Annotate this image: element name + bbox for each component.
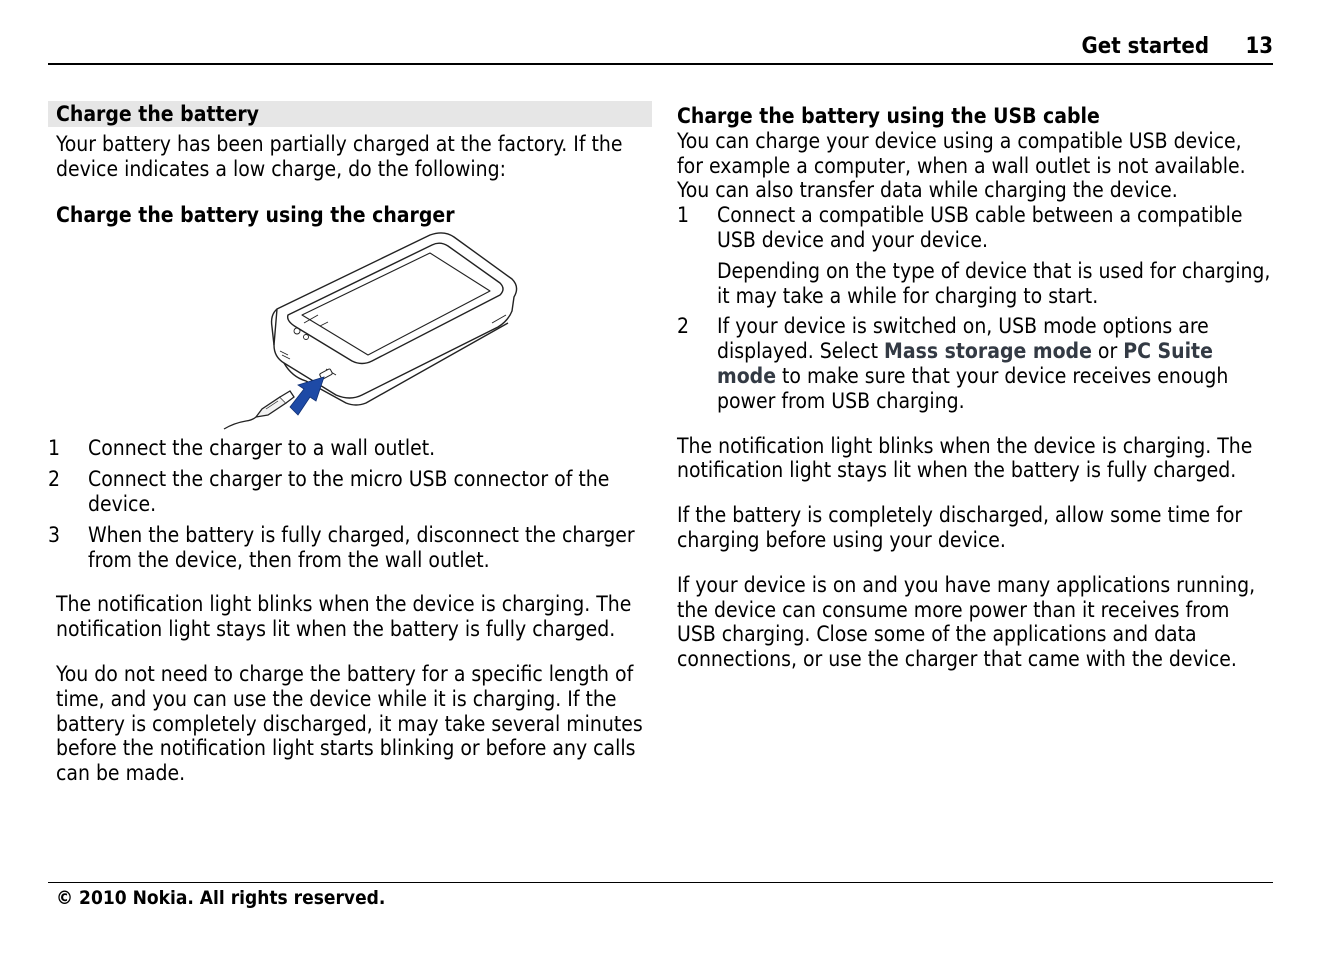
notification-light-paragraph: The notification light blinks when the device is charging. The notification light stays lit when the battery is fully charged. bbox=[677, 433, 1253, 483]
charging-time-paragraph: You do not need to charge the battery for a specific length of time, and you can use the device while it is charging. If the battery is completely discharged, it may take several minutes before the notification light starts blinking or before any calls can be made. bbox=[56, 661, 643, 786]
list-item bbox=[48, 436, 652, 461]
charger-steps-list bbox=[48, 436, 652, 572]
usb-intro-paragraph: You can charge your device using a compatible USB device, for example a computer, when a wall outlet is not available. You can also transfer data while charging the device. bbox=[677, 128, 1246, 203]
pc-suite-mode-term: PC Suite mode bbox=[717, 339, 1213, 388]
device-body bbox=[272, 233, 517, 405]
step-text: Connect the charger to the micro USB connector of the device. bbox=[88, 467, 610, 516]
power-consumption-paragraph: If your device is on and you have many applications running, the device can consume more power than it receives from USB charging. Close some of the applications and data connections, or use the charger that came with the device. bbox=[677, 572, 1256, 672]
step-note: Depending on the type of device that is used for charging, it may take a while for charging to start. bbox=[717, 258, 1271, 308]
insert-arrow-icon bbox=[290, 377, 324, 415]
step-number: 3 bbox=[48, 522, 61, 547]
left-column bbox=[48, 101, 652, 786]
chapter-title: Get started bbox=[1081, 34, 1209, 59]
copyright-notice: © 2010 Nokia. All rights reserved. bbox=[56, 887, 386, 909]
usb-cable bbox=[224, 391, 294, 429]
usb-subheading: Charge the battery using the USB cable bbox=[677, 104, 1100, 128]
step-text: Connect a compatible USB cable between a compatible USB device and your device. bbox=[717, 203, 1243, 252]
step-text: Connect the charger to a wall outlet. bbox=[88, 436, 436, 461]
charger-subheading: Charge the battery using the charger bbox=[56, 202, 455, 227]
step-text: If your device is switched on, USB mode options are displayed. Select bbox=[717, 314, 1209, 364]
step-number: 2 bbox=[48, 467, 61, 492]
step-text: to make sure that your device receives enough power from USB charging. bbox=[717, 363, 1229, 413]
page-header bbox=[48, 32, 1273, 65]
step-number: 1 bbox=[48, 436, 61, 461]
step-number: 1 bbox=[677, 203, 690, 228]
step-number: 2 bbox=[677, 314, 690, 339]
page-footer bbox=[48, 882, 1273, 909]
usb-steps-list bbox=[677, 203, 1273, 413]
notification-light-paragraph: The notification light blinks when the device is charging. The notification light stays lit when the battery is fully charged. bbox=[56, 592, 632, 642]
intro-paragraph: Your battery has been partially charged at the factory. If the device indicates a low charge, do the following: bbox=[56, 132, 623, 181]
phone-charging-illustration bbox=[222, 231, 522, 436]
mass-storage-mode-term: Mass storage mode bbox=[884, 339, 1092, 364]
list-item bbox=[677, 203, 1273, 308]
step-text: or bbox=[1091, 339, 1124, 364]
right-column bbox=[677, 101, 1273, 672]
list-item bbox=[48, 523, 652, 573]
list-item bbox=[677, 314, 1273, 413]
list-item bbox=[48, 467, 652, 517]
discharged-paragraph: If the battery is completely discharged, allow some time for charging before using your device. bbox=[677, 503, 1243, 552]
step-text: When the battery is fully charged, disconnect the charger from the device, then from the wall outlet. bbox=[88, 522, 635, 572]
section-title: Charge the battery bbox=[48, 101, 652, 127]
page-number: 13 bbox=[1245, 34, 1273, 59]
